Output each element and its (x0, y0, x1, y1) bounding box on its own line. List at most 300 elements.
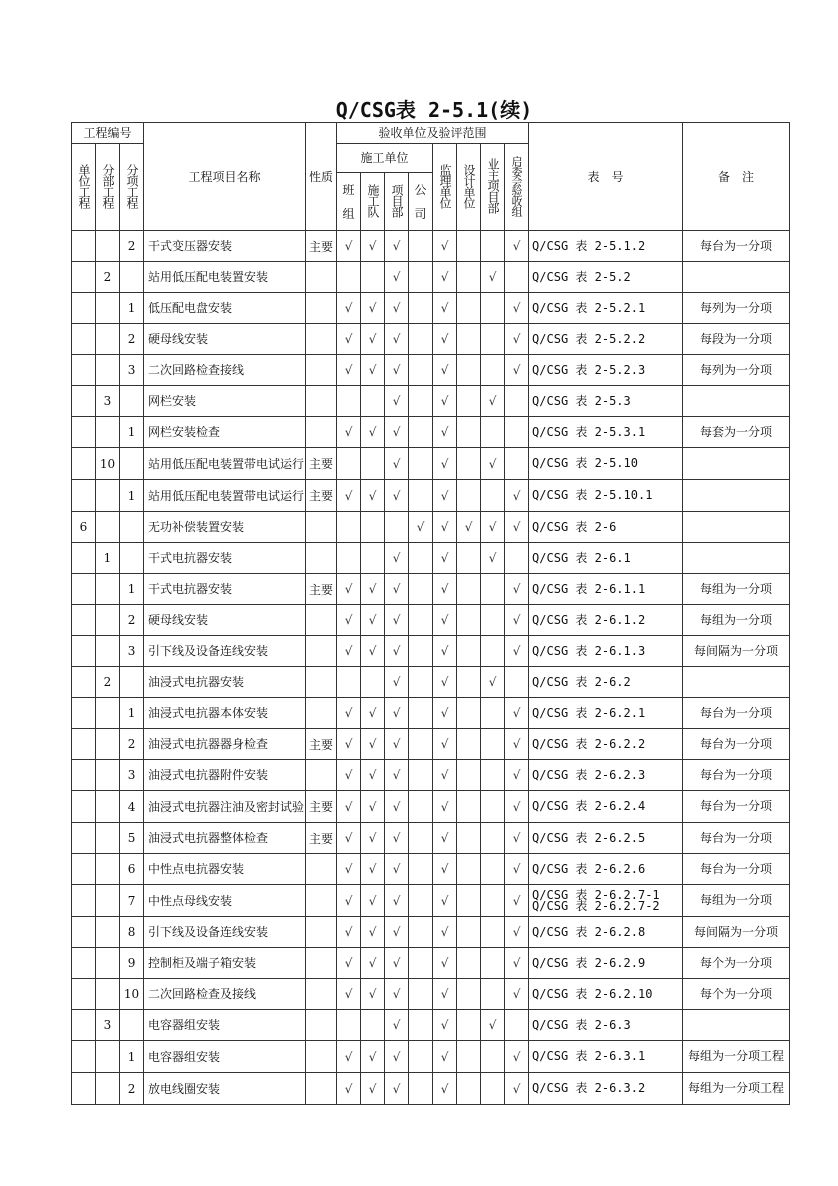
check-project-dept (385, 791, 409, 823)
header-item-project-text: 分项工程 (125, 163, 140, 208)
check-mark-icon: √ (344, 332, 353, 346)
check-committee (505, 417, 529, 448)
check-committee (505, 917, 529, 948)
check-company (409, 293, 433, 324)
check-committee (505, 512, 529, 543)
item-project-no: 1 (120, 417, 144, 448)
check-mark-icon: √ (512, 799, 521, 814)
remarks (683, 512, 790, 543)
check-mark-icon: √ (392, 582, 401, 596)
check-mark-icon: √ (368, 644, 377, 658)
project-name: 二次回路检查及接线 (144, 979, 306, 1010)
check-supervision (433, 729, 457, 760)
check-company (409, 698, 433, 729)
item-project-no: 1 (120, 1041, 144, 1073)
table-row (72, 417, 790, 448)
table-row (72, 574, 790, 605)
check-design (457, 636, 481, 667)
project-name: 无功补偿装置安装 (144, 512, 306, 543)
check-team (337, 729, 361, 760)
check-mark-icon: √ (512, 956, 521, 970)
check-team (337, 823, 361, 854)
check-mark-icon: √ (512, 520, 521, 534)
check-project-dept (385, 636, 409, 667)
unit-project-no (72, 448, 96, 480)
check-mark-icon: √ (440, 239, 449, 253)
check-team (337, 417, 361, 448)
check-design (457, 231, 481, 262)
check-committee (505, 574, 529, 605)
check-company (409, 1041, 433, 1073)
check-crew (361, 948, 385, 979)
check-mark-icon: √ (392, 956, 401, 970)
check-crew (361, 574, 385, 605)
check-company (409, 917, 433, 948)
check-mark-icon: √ (392, 1049, 401, 1064)
check-committee (505, 231, 529, 262)
check-committee (505, 791, 529, 823)
project-name: 引下线及设备连线安装 (144, 636, 306, 667)
item-project-no: 6 (120, 854, 144, 885)
check-supervision (433, 417, 457, 448)
check-crew (361, 293, 385, 324)
form-no-text: Q/CSG 表 2-6.2.6 (532, 861, 646, 876)
check-mark-icon: √ (440, 893, 449, 908)
unit-project-no (72, 885, 96, 917)
check-mark-icon: √ (368, 987, 377, 1001)
check-mark-icon: √ (368, 706, 377, 720)
check-supervision (433, 979, 457, 1010)
check-project-dept (385, 448, 409, 480)
check-design (457, 293, 481, 324)
check-project-dept (385, 605, 409, 636)
check-project-dept (385, 324, 409, 355)
form-no-text: Q/CSG 表 2-5.3 (532, 393, 631, 408)
form-no (529, 448, 683, 480)
check-mark-icon: √ (344, 582, 353, 596)
item-project-no (120, 667, 144, 698)
check-mark-icon: √ (440, 1081, 449, 1096)
form-no (529, 543, 683, 574)
check-team (337, 574, 361, 605)
check-design (457, 823, 481, 854)
check-mark-icon: √ (440, 956, 449, 970)
remarks (683, 667, 790, 698)
item-project-no: 4 (120, 791, 144, 823)
check-mark-icon: √ (368, 956, 377, 970)
header-owner-dept-text: 业主项目部 (486, 158, 501, 213)
unit-project-no (72, 791, 96, 823)
header-nature: 性质 (306, 123, 337, 231)
check-company (409, 512, 433, 543)
check-mark-icon: √ (392, 893, 401, 908)
header-crew-text: 施工队 (366, 183, 381, 217)
check-supervision (433, 1010, 457, 1041)
header-committee-text: 启委会验收组 (510, 155, 524, 216)
check-mark-icon: √ (392, 488, 401, 503)
check-project-dept (385, 262, 409, 293)
form-no-text: Q/CSG 表 2-6.1 (532, 550, 631, 565)
nature (306, 979, 337, 1010)
check-company (409, 667, 433, 698)
table-row (72, 885, 790, 917)
project-name: 网栏安装 (144, 386, 306, 417)
check-mark-icon: √ (368, 1049, 377, 1064)
unit-project-no (72, 636, 96, 667)
table-row (72, 293, 790, 324)
check-mark-icon: √ (368, 831, 377, 845)
check-project-dept (385, 386, 409, 417)
check-project-dept (385, 729, 409, 760)
table-row (72, 948, 790, 979)
check-mark-icon: √ (368, 613, 377, 627)
check-project-dept (385, 417, 409, 448)
check-team (337, 917, 361, 948)
check-mark-icon: √ (512, 582, 521, 596)
check-design (457, 917, 481, 948)
check-mark-icon: √ (392, 551, 401, 565)
header-remarks: 备 注 (683, 123, 790, 231)
header-team (337, 173, 361, 231)
header-company-line1: 公 (414, 182, 427, 197)
check-mark-icon: √ (440, 425, 449, 439)
check-crew (361, 729, 385, 760)
check-mark-icon: √ (344, 831, 353, 845)
check-crew (361, 605, 385, 636)
form-no-text: Q/CSG 表 2-6.3.1 (532, 1049, 646, 1063)
form-no-text: Q/CSG 表 2-5.2.3 (532, 362, 646, 377)
check-crew (361, 386, 385, 417)
table-row (72, 667, 790, 698)
check-owner-dept (481, 324, 505, 355)
check-company (409, 605, 433, 636)
nature (306, 854, 337, 885)
check-team (337, 262, 361, 293)
nature: 主要 (306, 823, 337, 854)
header-project-dept (385, 173, 409, 231)
header-form-no: 表 号 (529, 123, 683, 231)
check-committee (505, 979, 529, 1010)
check-supervision (433, 355, 457, 386)
item-project-no (120, 543, 144, 574)
check-mark-icon: √ (488, 551, 497, 565)
nature (306, 1010, 337, 1041)
check-mark-icon: √ (440, 831, 449, 845)
check-crew (361, 636, 385, 667)
item-project-no: 3 (120, 636, 144, 667)
form-no (529, 885, 683, 917)
check-company (409, 355, 433, 386)
check-owner-dept (481, 355, 505, 386)
division-project-no (96, 823, 120, 854)
nature (306, 917, 337, 948)
check-mark-icon: √ (488, 675, 497, 689)
division-project-no (96, 574, 120, 605)
item-project-no (120, 1010, 144, 1041)
check-team (337, 885, 361, 917)
check-project-dept (385, 885, 409, 917)
item-project-no: 1 (120, 293, 144, 324)
remarks: 每组为一分项 (683, 885, 790, 917)
check-mark-icon: √ (368, 239, 377, 253)
check-project-dept (385, 543, 409, 574)
project-name: 放电线圈安装 (144, 1073, 306, 1105)
form-no (529, 917, 683, 948)
unit-project-no (72, 760, 96, 791)
check-mark-icon: √ (368, 332, 377, 346)
check-supervision (433, 324, 457, 355)
check-owner-dept (481, 512, 505, 543)
check-mark-icon: √ (464, 520, 473, 534)
division-project-no (96, 854, 120, 885)
remarks: 每台为一分项 (683, 698, 790, 729)
nature: 主要 (306, 791, 337, 823)
form-no-text: Q/CSG 表 2-6.3 (532, 1017, 631, 1032)
check-owner-dept (481, 1010, 505, 1041)
check-team (337, 480, 361, 512)
check-committee (505, 636, 529, 667)
nature (306, 885, 337, 917)
project-name: 电容器组安装 (144, 1010, 306, 1041)
check-project-dept (385, 760, 409, 791)
unit-project-no (72, 417, 96, 448)
check-crew (361, 262, 385, 293)
check-mark-icon: √ (392, 239, 401, 253)
check-supervision (433, 480, 457, 512)
form-no (529, 729, 683, 760)
project-name: 油浸式电抗器注油及密封试验 (144, 791, 306, 823)
unit-project-no (72, 262, 96, 293)
check-mark-icon: √ (440, 1018, 449, 1032)
check-mark-icon: √ (512, 893, 521, 908)
check-company (409, 854, 433, 885)
check-company (409, 760, 433, 791)
check-company (409, 948, 433, 979)
form-no-text: Q/CSG 表 2-6.3.2 (532, 1081, 646, 1095)
form-no (529, 293, 683, 324)
check-design (457, 948, 481, 979)
project-name: 干式变压器安装 (144, 231, 306, 262)
check-mark-icon: √ (440, 301, 449, 315)
check-mark-icon: √ (512, 301, 521, 315)
check-mark-icon: √ (392, 768, 401, 782)
check-supervision (433, 760, 457, 791)
check-mark-icon: √ (392, 675, 401, 689)
project-name: 二次回路检查接线 (144, 355, 306, 386)
form-no (529, 1041, 683, 1073)
table-row (72, 1010, 790, 1041)
check-company (409, 448, 433, 480)
check-team (337, 1010, 361, 1041)
check-owner-dept (481, 917, 505, 948)
check-crew (361, 480, 385, 512)
form-no-text: Q/CSG 表 2-5.10.1 (532, 488, 653, 502)
nature: 主要 (306, 480, 337, 512)
nature (306, 355, 337, 386)
check-crew (361, 854, 385, 885)
check-owner-dept (481, 605, 505, 636)
check-mark-icon: √ (440, 644, 449, 658)
check-project-dept (385, 1041, 409, 1073)
form-no (529, 262, 683, 293)
check-company (409, 386, 433, 417)
header-project-name: 工程项目名称 (144, 123, 306, 231)
project-name: 硬母线安装 (144, 605, 306, 636)
check-committee (505, 293, 529, 324)
unit-project-no (72, 293, 96, 324)
check-mark-icon: √ (512, 987, 521, 1001)
remarks: 每个为一分项 (683, 979, 790, 1010)
check-mark-icon: √ (344, 425, 353, 439)
check-mark-icon: √ (512, 737, 521, 751)
check-mark-icon: √ (440, 456, 449, 471)
check-team (337, 324, 361, 355)
check-team (337, 698, 361, 729)
division-project-no (96, 355, 120, 386)
check-committee (505, 386, 529, 417)
check-mark-icon: √ (440, 332, 449, 346)
check-mark-icon: √ (512, 363, 521, 377)
project-name: 中性点母线安装 (144, 885, 306, 917)
unit-project-no (72, 324, 96, 355)
remarks: 每组为一分项工程 (683, 1041, 790, 1073)
header-company-line2: 司 (414, 206, 427, 221)
item-project-no (120, 512, 144, 543)
form-no-text: Q/CSG 表 2-5.3.1 (532, 424, 646, 439)
form-no-text: Q/CSG 表 2-5.2.1 (532, 300, 646, 315)
check-mark-icon: √ (392, 862, 401, 876)
check-supervision (433, 605, 457, 636)
project-name: 油浸式电抗器附件安装 (144, 760, 306, 791)
check-committee (505, 262, 529, 293)
table-row (72, 791, 790, 823)
header-supervision (433, 144, 457, 231)
project-name: 硬母线安装 (144, 324, 306, 355)
check-owner-dept (481, 262, 505, 293)
check-design (457, 979, 481, 1010)
check-mark-icon: √ (440, 363, 449, 377)
check-mark-icon: √ (392, 301, 401, 315)
form-no (529, 791, 683, 823)
check-mark-icon: √ (392, 706, 401, 720)
remarks: 每台为一分项 (683, 231, 790, 262)
check-team (337, 1073, 361, 1105)
check-supervision (433, 948, 457, 979)
check-company (409, 791, 433, 823)
check-design (457, 760, 481, 791)
form-no (529, 574, 683, 605)
item-project-no: 7 (120, 885, 144, 917)
check-crew (361, 324, 385, 355)
check-supervision (433, 231, 457, 262)
item-project-no: 1 (120, 574, 144, 605)
check-crew (361, 543, 385, 574)
form-no (529, 760, 683, 791)
header-item-project (120, 144, 144, 231)
check-committee (505, 885, 529, 917)
check-mark-icon: √ (368, 425, 377, 439)
check-mark-icon: √ (512, 488, 521, 503)
header-unit-project (72, 144, 96, 231)
header-committee (505, 144, 529, 231)
check-owner-dept (481, 1073, 505, 1105)
check-mark-icon: √ (344, 488, 353, 503)
header-project-dept-text: 项目部 (390, 183, 405, 217)
form-no (529, 1010, 683, 1041)
table-row (72, 979, 790, 1010)
nature (306, 605, 337, 636)
unit-project-no (72, 574, 96, 605)
project-name: 引下线及设备连线安装 (144, 917, 306, 948)
remarks: 每个为一分项 (683, 948, 790, 979)
check-mark-icon: √ (368, 737, 377, 751)
form-no (529, 512, 683, 543)
check-crew (361, 448, 385, 480)
item-project-no (120, 262, 144, 293)
check-crew (361, 760, 385, 791)
item-project-no: 9 (120, 948, 144, 979)
division-project-no (96, 324, 120, 355)
check-project-dept (385, 293, 409, 324)
header-owner-dept (481, 144, 505, 231)
check-owner-dept (481, 417, 505, 448)
form-no-text: Q/CSG 表 2-5.10 (532, 456, 638, 470)
division-project-no (96, 512, 120, 543)
division-project-no: 3 (96, 386, 120, 417)
check-design (457, 262, 481, 293)
check-mark-icon: √ (344, 925, 353, 939)
check-design (457, 417, 481, 448)
check-owner-dept (481, 543, 505, 574)
check-mark-icon: √ (440, 551, 449, 565)
table-row (72, 1041, 790, 1073)
check-mark-icon: √ (392, 987, 401, 1001)
check-crew (361, 231, 385, 262)
division-project-no (96, 948, 120, 979)
check-mark-icon: √ (512, 239, 521, 253)
check-mark-icon: √ (392, 737, 401, 751)
check-design (457, 574, 481, 605)
table-row (72, 605, 790, 636)
check-team (337, 355, 361, 386)
nature (306, 698, 337, 729)
check-design (457, 854, 481, 885)
project-name: 网栏安装检查 (144, 417, 306, 448)
check-project-dept (385, 231, 409, 262)
check-mark-icon: √ (344, 301, 353, 315)
unit-project-no (72, 917, 96, 948)
table-row (72, 698, 790, 729)
check-mark-icon: √ (392, 456, 401, 471)
table-row (72, 512, 790, 543)
table-row (72, 760, 790, 791)
check-mark-icon: √ (344, 862, 353, 876)
check-crew (361, 417, 385, 448)
form-no-text: Q/CSG 表 2-6.2.1 (532, 705, 646, 720)
check-team (337, 760, 361, 791)
table-row (72, 543, 790, 574)
check-mark-icon: √ (440, 582, 449, 596)
check-supervision (433, 1041, 457, 1073)
nature (306, 324, 337, 355)
check-project-dept (385, 667, 409, 698)
check-mark-icon: √ (392, 363, 401, 377)
check-owner-dept (481, 386, 505, 417)
item-project-no: 2 (120, 324, 144, 355)
check-committee (505, 667, 529, 698)
check-supervision (433, 823, 457, 854)
table-row (72, 823, 790, 854)
